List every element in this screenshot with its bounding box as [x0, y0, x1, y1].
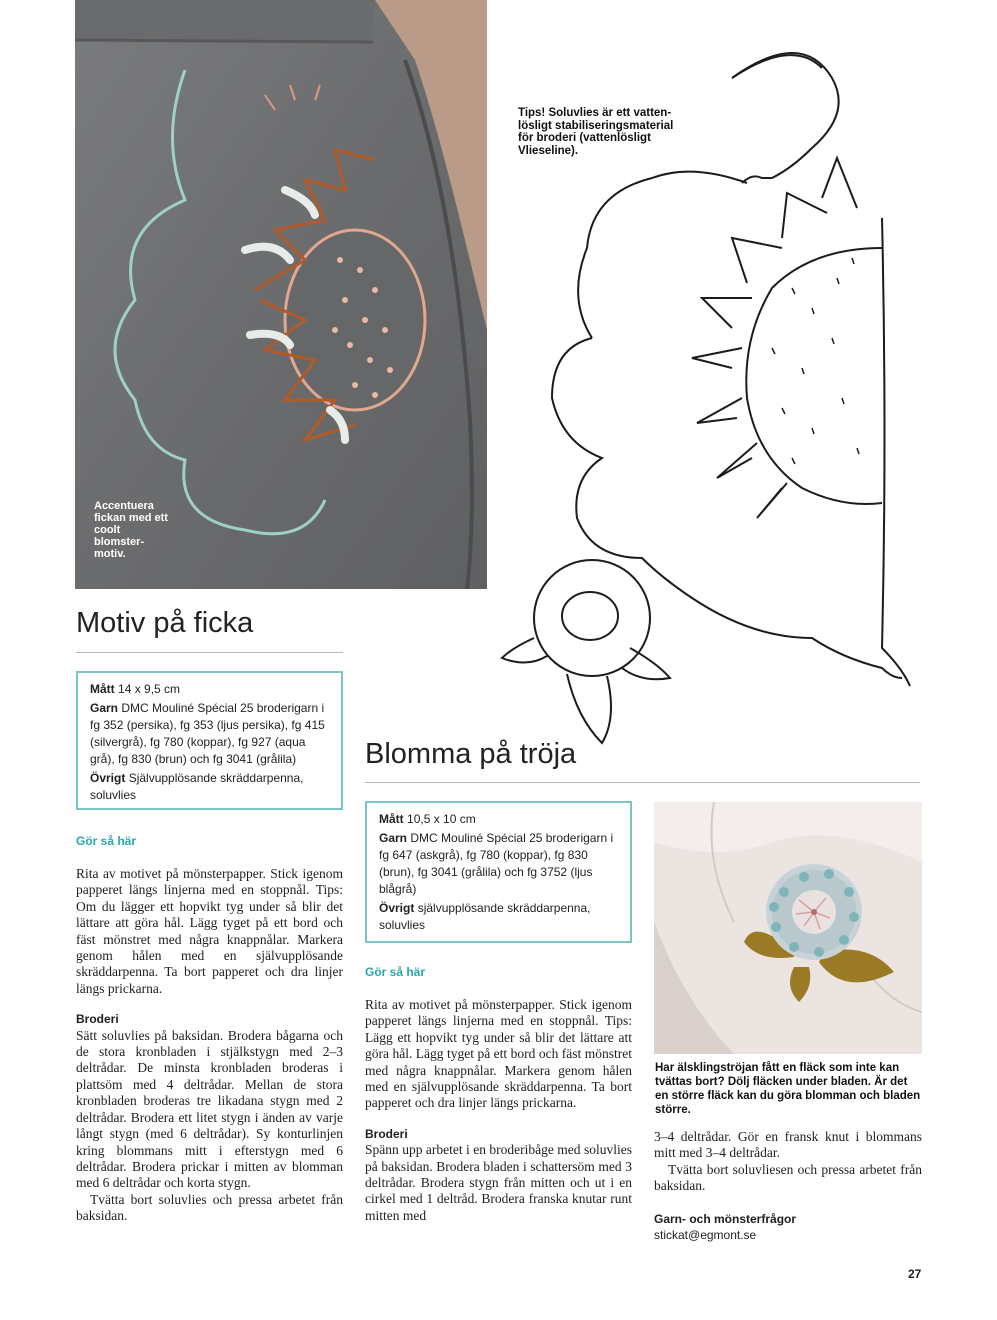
sweater-photo-caption: Har älsklingströjan fått en fläck som inte kan tvättas bort? Dölj fläcken under bladen. Är det en större fläck kan du göra blomman och bladen större. — [655, 1062, 921, 1116]
motiv-instructions-body — [76, 866, 343, 1225]
blomma-matt-label: Mått — [379, 812, 404, 826]
motiv-ovrigt-label: Övrigt — [90, 771, 126, 785]
sweater-photo-illustration — [654, 802, 922, 1054]
contact-heading: Garn- och mönsterfrågor — [654, 1212, 797, 1226]
blomma-garn-label: Garn — [379, 831, 408, 845]
blomma-instructions-continued — [654, 1129, 922, 1195]
motiv-title: Motiv på ficka — [76, 607, 254, 639]
motiv-garn-label: Garn — [90, 701, 119, 715]
motiv-para2: Sätt soluvlies på baksidan. Brodera bågarna och de stora kronbladen i stjälkstygn med 2–3 deltrådar. De minsta kronbladen broderas i plattsöm med 4 deltrådar. Mellan de stora kronbladen broderas tre likadana stygn med 2 deltrådar. Brodera ett litet stygn i änden av varje långt stygn (med 6 deltrådar). Sy konturlinjen kring blommans mitt i efterstygn med 6 deltrådar. Brodera prickar i mitten av blomman med 6 deltrådar och korta stygn. — [76, 1027, 343, 1191]
motiv-broderi-heading: Broderi — [76, 1012, 119, 1027]
motiv-instructions-heading: Gör så här — [76, 834, 137, 848]
page-number: 27 — [908, 1267, 922, 1281]
motiv-garn-value: DMC Mouliné Spécial 25 broderigarn i fg 352 (persika), fg 353 (ljus persika), fg 415 (silvergrå), fg 780 (koppar), fg 927 (aqua grå), fg 830 (brun) och fg 3041 (grålila) — [90, 701, 325, 766]
blomma-para2: Spänn upp arbetet i en broderibåge med soluvlies på baksidan. Brodera bladen i schattersöm med 3 deltrådar. Brodera stygn från mitten och ut i en cirkel med 1 deltråd. Brodera franska knutar runt mitten med — [365, 1142, 632, 1223]
motiv-materials-box — [76, 671, 343, 810]
sweater-embroidery-photo — [654, 802, 922, 1054]
blomma-title: Blomma på tröja — [365, 738, 577, 770]
blomma-para2-cont: 3–4 deltrådar. Gör en fransk knut i blommans mitt med 3–4 deltrådar. — [654, 1129, 922, 1161]
pattern-tip-text: Tips! Soluvlies är ett vatten-lösligt stabiliseringsmaterial för broderi (vattenlösligt Vlieseline). — [518, 107, 674, 157]
blomma-para3: Tvätta bort soluvliesen och pressa arbetet från baksidan. — [654, 1161, 922, 1194]
motiv-para3: Tvätta bort soluvlies och pressa arbetet från baksidan. — [76, 1191, 343, 1224]
motiv-title-divider — [76, 652, 343, 653]
blomma-instructions-body — [365, 997, 632, 1224]
pocket-photo-caption: Accentuera fickan med ett coolt blomster-motiv. — [94, 500, 168, 560]
contact-email[interactable]: stickat@egmont.se — [654, 1228, 757, 1242]
blomma-title-divider — [365, 782, 920, 783]
blomma-instructions-heading: Gör så här — [365, 965, 426, 979]
motiv-matt-value: 14 x 9,5 cm — [118, 682, 181, 696]
blomma-materials-box — [365, 801, 632, 943]
motiv-matt-label: Mått — [90, 682, 115, 696]
blomma-para1: Rita av motivet på mönsterpapper. Stick igenom papperet längs linjerna med en stoppnål. Tips: Lägg ett hopvikt tyg under så blir det lättare att göra hål. Lägg tyget på ett bord och fäst mönstret med några knappnålar. Markera genom hålen med en självupplösande skräddarpenna. Ta bort papperet och dra linjer längs prickarna. — [365, 997, 632, 1111]
motiv-para1: Rita av motivet på mönsterpapper. Stick igenom papperet längs linjerna med en stoppnål. Tips: Om du lägger ett hopvikt tyg under så blir det lättare att göra hål. Lägg tyget på ett bord och fäst mönstret med några knappnålar. Markera genom hålen med en självupplösande skräddarpenna. Ta bort papperet och dra linjer längs prickarna. — [76, 866, 343, 996]
motiv-ovrigt-value: Självupplösande skräddarpenna, soluvlies — [90, 771, 304, 802]
blomma-garn-value: DMC Mouliné Spécial 25 broderigarn i fg 647 (askgrå), fg 780 (koppar), fg 830 (brun), fg 3041 (grålila) och fg 3752 (ljus blågrå) — [379, 831, 614, 896]
blomma-ovrigt-value: självupplösande skräddarpenna, soluvlies — [379, 901, 591, 932]
blomma-ovrigt-label: Övrigt — [379, 901, 415, 915]
blomma-broderi-heading: Broderi — [365, 1126, 408, 1141]
blomma-matt-value: 10,5 x 10 cm — [407, 812, 476, 826]
